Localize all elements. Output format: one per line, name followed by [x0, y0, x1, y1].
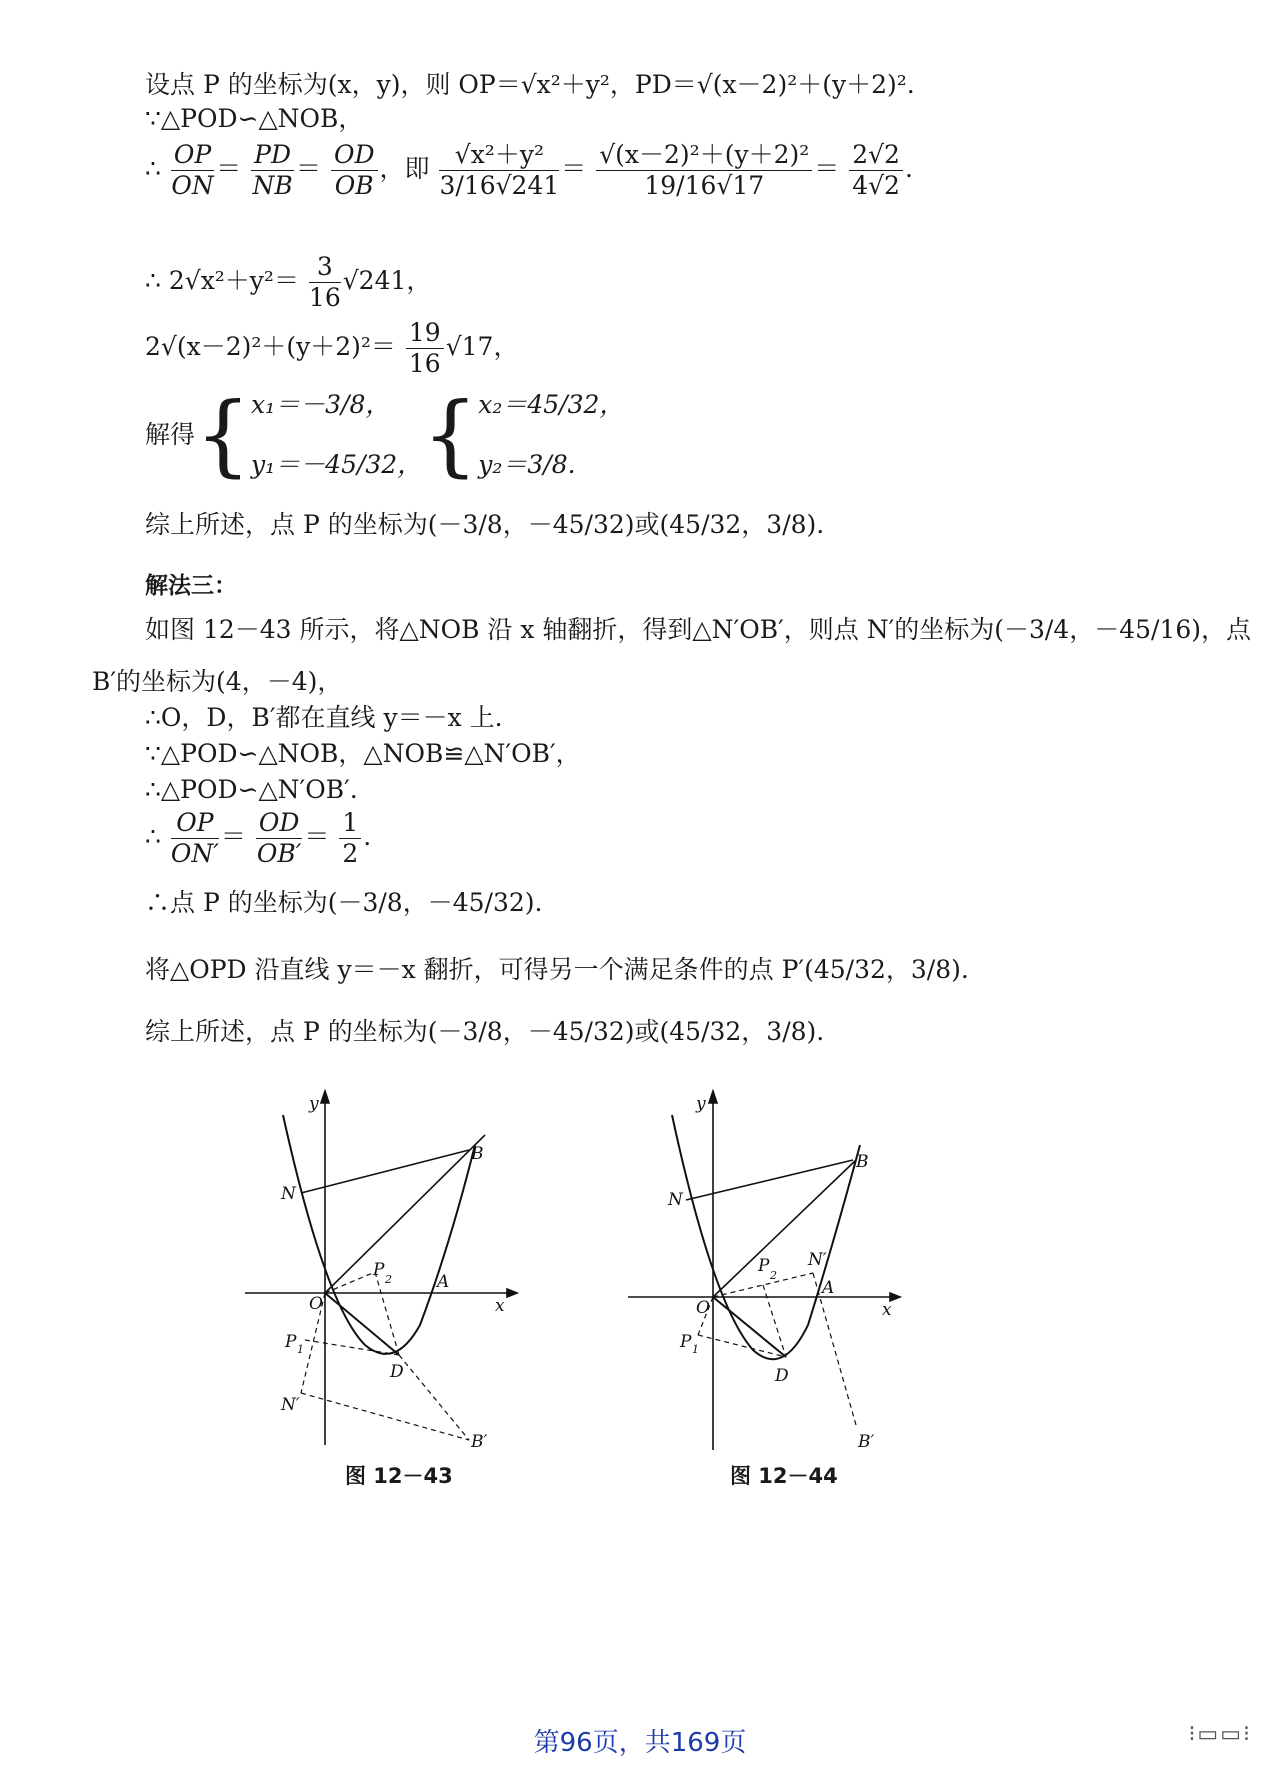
line-eq1: ∴ 2√x²＋y²＝ $\frac{3}{16}$ √241，	[145, 252, 432, 312]
viewer-toolbar-glyph[interactable]: ⁝▭▭⁝	[1188, 1722, 1252, 1747]
caption-12-44: 图 12－44	[730, 1464, 838, 1488]
line-eq2: 2√(x－2)²＋(y＋2)²＝ $\frac{19}{16}$ √17，	[145, 318, 519, 378]
frac: $\frac{PD}{NB}$	[252, 140, 293, 200]
label-N: N	[668, 1190, 683, 1210]
label-N: N	[281, 1184, 296, 1204]
label-x: x	[495, 1296, 505, 1316]
label-P1: P	[680, 1332, 692, 1352]
label-D: D	[775, 1366, 789, 1386]
label-P2: P	[758, 1256, 770, 1276]
frac: $\frac{1}{2}$	[339, 808, 361, 869]
label-O: O	[696, 1298, 710, 1318]
label-Nprime: N′	[808, 1250, 827, 1270]
frac: $\frac{19}{16}$	[406, 318, 444, 379]
frac: $\frac{OP}{ON}$	[171, 140, 214, 200]
para-fold: 如图 12－43 所示，将△NOB 沿 x 轴翻折，得到△N′OB′，则点 N′的坐标为(－3/4，－45/16)，点	[145, 615, 1252, 644]
frac: $\frac{3}{16}$	[308, 252, 341, 312]
label-B: B	[471, 1144, 484, 1164]
line-ratio: ∴ $\frac{OP}{ON}$ ＝ $\frac{PD}{NB}$ ＝ $\frac{OD}{OB}$ ，即 $\frac{\text{√x²＋y²}}{3/16√241}$ ＝ $\frac{\text{√(x－2)²＋(y＋2)²}}{19/16√17}$ ＝ $\frac{2√2}{4√2}$ .	[145, 140, 913, 200]
caption-12-43: 图 12－43	[345, 1464, 453, 1488]
label-A: A	[822, 1278, 835, 1298]
para-ratio: ∴ $\frac{OP}{ON'}$ ＝ $\frac{OD}{OB'}$ ＝ $\frac{1}{2}$ .	[145, 808, 372, 868]
label-D: D	[390, 1362, 404, 1382]
para-congruent: ∵△POD∽△NOB，△NOB≌△N′OB′，	[145, 739, 581, 768]
line-summary-1: 综上所述，点 P 的坐标为(－3/8，－45/32)或(45/32，3/8).	[145, 510, 825, 539]
para-line: ∴O，D，B′都在直线 y＝－x 上.	[145, 703, 503, 732]
para-similar: ∴△POD∽△N′OB′.	[145, 775, 358, 804]
solution-3-heading: 解法三：	[145, 573, 237, 599]
label-P2: P	[373, 1260, 385, 1280]
para-reflect: 将△OPD 沿直线 y＝－x 翻折，可得另一个满足条件的点 P′(45/32，3/8).	[145, 955, 969, 984]
figure-12-44	[628, 1085, 908, 1465]
label-Bprime: B′	[858, 1432, 875, 1452]
frac: $\frac{OP}{ON'}$	[170, 808, 219, 868]
label-B: B	[856, 1152, 869, 1172]
svg-text:2: 2	[385, 1273, 392, 1286]
line-solve: 解得{ x₁＝－3/8， y₁＝－45/32， { x₂＝45/32， y₂＝3/8.	[145, 383, 625, 486]
para-p-coord: ∴点 P 的坐标为(－3/8，－45/32).	[145, 888, 543, 917]
frac: $\frac{\text{√x²＋y²}}{3/16√241}$	[439, 140, 560, 200]
label-P1: P	[285, 1332, 297, 1352]
frac: $\frac{2√2}{4√2}$	[849, 140, 903, 201]
frac: $\frac{OD}{OB'}$	[256, 808, 302, 868]
frac: $\frac{\text{√(x－2)²＋(y＋2)²}}{19/16√17}$	[596, 140, 812, 201]
label-A: A	[437, 1272, 450, 1292]
svg-text:2: 2	[770, 1269, 777, 1282]
svg-text:1: 1	[692, 1343, 699, 1356]
para-bprime: B′的坐标为(4，－4)，	[92, 667, 343, 696]
svg-text:1: 1	[297, 1343, 304, 1356]
label-x: x	[882, 1300, 892, 1320]
para-summary-2: 综上所述，点 P 的坐标为(－3/8，－45/32)或(45/32，3/8).	[145, 1017, 825, 1046]
label-y: y	[696, 1094, 706, 1114]
page-counter: 第96页，共169页	[533, 1728, 747, 1758]
label-Nprime: N′	[281, 1395, 300, 1415]
label-Bprime: B′	[471, 1432, 488, 1452]
line-similar: ∵△POD∽△NOB，	[145, 104, 364, 133]
label-O: O	[309, 1294, 323, 1314]
label-y: y	[309, 1094, 319, 1114]
line-op-pd: 设点 P 的坐标为(x，y)，则 OP＝√x²＋y²，PD＝√(x－2)²＋(y＋2)².	[145, 70, 915, 99]
frac: $\frac{OD}{OB}$	[331, 140, 378, 201]
figure-12-43	[245, 1085, 525, 1465]
